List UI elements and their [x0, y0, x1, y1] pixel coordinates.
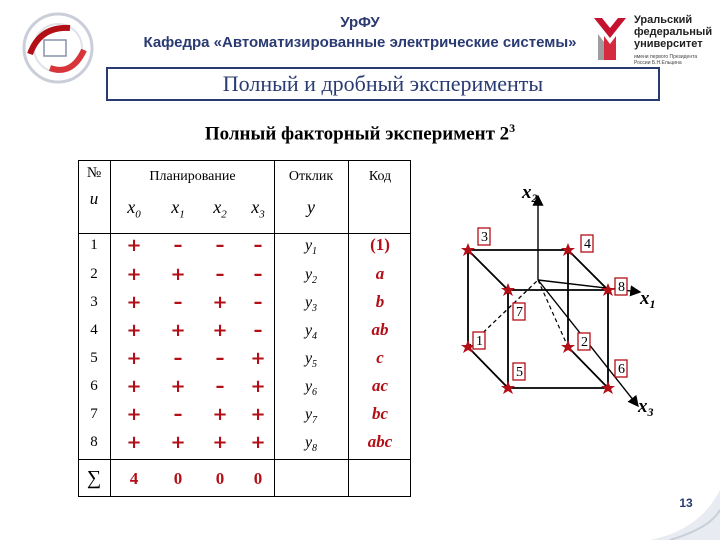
response-cell: $y_2$ [304, 266, 318, 287]
sign-x3: – [253, 235, 263, 256]
header-y: y [307, 197, 315, 217]
header-x0: $x_0$ [127, 197, 141, 221]
corner-decoration [630, 480, 720, 540]
experiment-table [78, 160, 411, 497]
sign-x1: + [170, 432, 186, 453]
sum-x0: 4 [129, 469, 139, 488]
response-cell: $y_5$ [304, 350, 318, 371]
response-cell: $y_4$ [304, 322, 318, 343]
header-x3: $x_3$ [251, 197, 265, 221]
sign-x3: + [250, 376, 266, 397]
sign-x0: + [126, 376, 142, 397]
response-cell: $y_8$ [304, 434, 318, 455]
sign-x1: – [173, 235, 183, 256]
response-cell: $y_1$ [304, 237, 318, 258]
axis-labels [521, 182, 656, 419]
response-cell: $y_3$ [304, 294, 318, 315]
sign-x2: + [212, 404, 228, 425]
subtitle-exponent: 3 [509, 121, 516, 135]
vertex-label-5: 5 [516, 365, 523, 380]
header-org: УрФУ [340, 14, 380, 31]
sign-x0: + [126, 235, 142, 256]
code-cell: b [375, 292, 385, 311]
sign-x0: + [126, 348, 142, 369]
sign-x3: – [253, 292, 263, 313]
sum-x1: 0 [173, 469, 183, 488]
row-number: 6 [90, 378, 98, 394]
sum-x2: 0 [215, 469, 225, 488]
header-planning: Планирование [149, 169, 236, 184]
code-cell: bc [371, 404, 389, 423]
row-number: 5 [90, 350, 98, 366]
response-cell: $y_6$ [304, 378, 318, 399]
university-name: Уральский федеральный университет [634, 14, 713, 50]
axis-x3-label: $x_3$ [638, 396, 654, 419]
sign-x1: + [170, 264, 186, 285]
page-number: 13 [679, 496, 693, 510]
sign-x1: + [170, 376, 186, 397]
vertex-label-6: 6 [618, 362, 625, 377]
header-response: Отклик [288, 169, 334, 184]
response-cell: $y_7$ [304, 406, 318, 427]
axis-x2-label: $x_2$ [522, 182, 538, 205]
code-cell: ab [371, 320, 389, 339]
vertex-label-3: 3 [481, 230, 488, 245]
code-cell: (1) [370, 235, 390, 254]
university-mark-icon [590, 14, 630, 64]
code-cell: a [375, 264, 385, 283]
vertex-label-8: 8 [618, 280, 625, 295]
sign-x3: – [253, 264, 263, 285]
sign-x0: + [126, 432, 142, 453]
subtitle-text: Полный факторный эксперимент 2 [204, 123, 510, 145]
sign-x3: – [253, 320, 263, 341]
vertex-label-1: 1 [476, 334, 483, 349]
slide-subtitle [0, 121, 720, 145]
sign-x3: + [250, 432, 266, 453]
university-logo [590, 12, 718, 72]
header-department: Кафедра «Автоматизированные электрические системы» [143, 34, 577, 51]
sign-x1: – [173, 292, 183, 313]
sum-symbol: ∑ [86, 467, 102, 489]
sign-x2: – [215, 376, 225, 397]
header-x2: $x_2$ [213, 197, 227, 221]
sign-x0: + [126, 404, 142, 425]
axis-x1-label: $x_1$ [640, 288, 656, 311]
sign-x2: – [215, 235, 225, 256]
row-number: 1 [90, 237, 98, 253]
sign-x1: – [173, 348, 183, 369]
sign-x3: + [250, 404, 266, 425]
row-number: 4 [90, 322, 98, 338]
vertex-label-7: 7 [516, 305, 523, 320]
row-number: 2 [90, 266, 98, 282]
sign-x2: + [212, 432, 228, 453]
sign-x2: – [215, 348, 225, 369]
factor-cube-diagram [440, 180, 690, 430]
sign-x0: + [126, 320, 142, 341]
code-cell: abc [367, 432, 393, 451]
sign-x2: + [212, 320, 228, 341]
header-u: u [89, 189, 99, 208]
university-subtitle: имени первого Президента России Б.Н.Ельцина [634, 54, 698, 66]
header-number: № [86, 165, 102, 181]
sum-x3: 0 [253, 469, 263, 488]
sign-x1: + [170, 320, 186, 341]
sign-x1: – [173, 404, 183, 425]
vertex-label-4: 4 [584, 237, 591, 252]
header-x1: $x_1$ [171, 197, 185, 221]
code-cell: c [376, 348, 384, 367]
header-code: Код [368, 169, 392, 184]
vertex-label-2: 2 [581, 335, 588, 350]
slide-title: Полный и дробный эксперименты [106, 67, 660, 101]
sign-x0: + [126, 264, 142, 285]
sign-x2: – [215, 264, 225, 285]
code-cell: ac [371, 376, 389, 395]
row-number: 8 [90, 434, 98, 450]
sign-x3: + [250, 348, 266, 369]
row-number: 3 [90, 294, 98, 310]
row-number: 7 [90, 406, 98, 422]
sign-x0: + [126, 292, 142, 313]
sign-x2: + [212, 292, 228, 313]
